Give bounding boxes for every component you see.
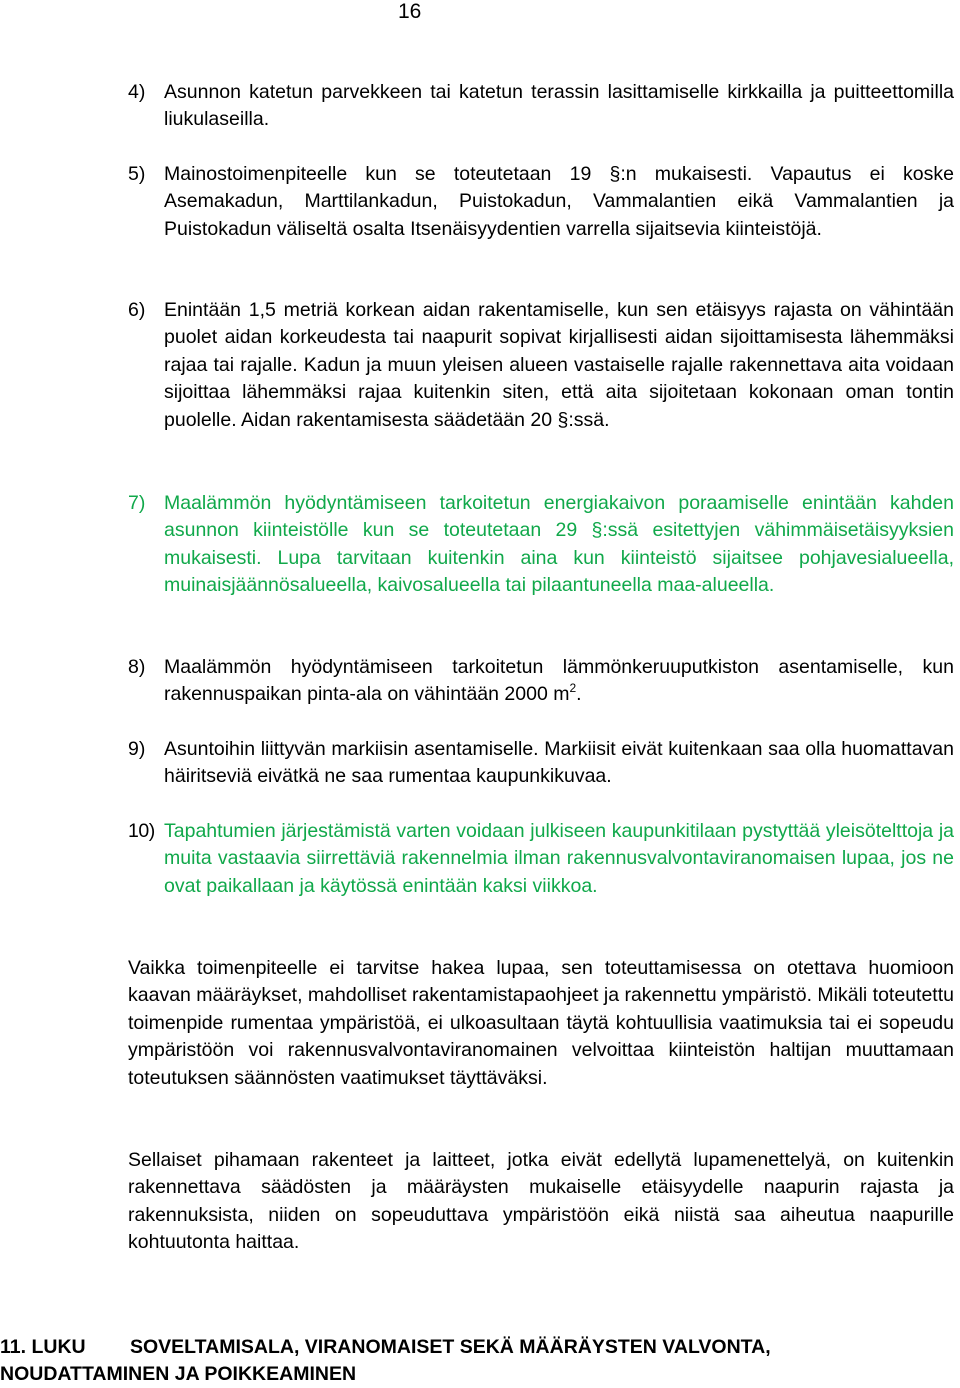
list-item-text: Mainostoimenpiteelle kun se toteutetaan 19 §:n mukaisesti. Vapautus ei koske Asemakadun, Marttilankadun, Puistokadun, Vammalantien eikä Vammalantien ja Puistokadun väliseltä osalta Itsenäisyydentien varrella sijaitsevia kiinteistöjä. (164, 163, 954, 240)
list-item-text: Asunnon katetun parvekkeen tai katetun terassin lasittamiselle kirkkailla ja puitteettomilla liukulaseilla. (164, 81, 954, 131)
chapter-label: 11. LUKU (0, 1336, 86, 1358)
list-item-8 (128, 654, 954, 709)
list-item-number: 8) (128, 656, 146, 678)
chapter-title-line1: SOVELTAMISALA, VIRANOMAISET SEKÄ MÄÄRÄYSTEN VALVONTA, (130, 1336, 771, 1358)
list-item-9 (128, 736, 954, 791)
list-item-number: 9) (128, 738, 146, 760)
list-item-text: Asuntoihin liittyvän markiisin asentamiselle. Markiisit eivät kuitenkaan saa olla huomattavan häiritseviä eivätkä ne saa rumentaa kaupunkikuvaa. (164, 738, 954, 788)
list-item-number: 5) (128, 163, 146, 185)
list-item-text: Enintään 1,5 metriä korkean aidan rakentamiselle, kun sen etäisyys rajasta on vähintään puolet aidan korkeudesta tai naapurit sopivat kirjallisesti aidan sijoittamisesta lähemmäksi rajaa tai rajalle. Kadun ja muun yleisen alueen vastaiselle rajalle rakennettava aita voidaan sijoittaa lähemmäksi rajaa kuitenkin siten, että aita sijoitetaan kokonaan oman tontin puolelle. Aidan rakentamisesta säädetään 20 §:ssä. (164, 299, 954, 431)
paragraph-yard-structures: Sellaiset pihamaan rakenteet ja laitteet, jotka eivät edellytä lupamenettelyä, on kuitenkin rakennettava säädösten ja määräysten mukaiselle etäisyydelle naapurin rajasta ja rakennuksista, niiden on sopeuduttava ympäristöön eikä niistä saa aiheutua naapurille kohtuutonta haittaa. (128, 1149, 954, 1254)
paragraph-requirements: Vaikka toimenpiteelle ei tarvitse hakea lupaa, sen toteuttamisessa on otettava huomioon kaavan määräykset, mahdolliset rakentamistapaohjeet ja rakennettu ympäristö. Mikäli toteutettu toimenpide rumentaa ympäristöä, ei ulkoasultaan täytä kohtuullisia vaatimuksia tai ei sopeudu ympäristöön voi rakennusvalvontaviranomainen velvoittaa kiinteistön haltijan muuttamaan toteutuksen säännösten vaatimukset täyttäväksi. (128, 957, 954, 1089)
page-number: 16 (398, 0, 422, 23)
chapter-heading (0, 1334, 960, 1388)
list-item-text (164, 654, 954, 709)
list-item-text: Maalämmön hyödyntämiseen tarkoitetun energiakaivon poraamiselle enintään kahden asunnon kiinteistölle kun se toteutetaan 29 §:ssä esitettyjen vähimmäisetäisyyksien mukaisesti. Lupa tarvitaan kuitenkin aina kun kiinteistö sijaitsee pohjavesialueella, muinaisjäännösalueella, kaivosalueella tai pilaantuneella maa-alueella. (164, 492, 954, 597)
superscript: 2 (569, 681, 577, 696)
chapter-title-line2: NOUDATTAMINEN JA POIKKEAMINEN (0, 1363, 357, 1385)
list-item-number: 6) (128, 299, 146, 321)
list-item-text: Tapahtumien järjestämistä varten voidaan julkiseen kaupunkitilaan pystyttää yleisötelttoja ja muita vastaavia siirrettäviä rakennelmia ilman rakennusvalvontaviranomaisen lupaa, jos ne ovat paikallaan ja käytössä enintään kaksi viikkoa. (164, 820, 954, 897)
list-item-6 (128, 297, 954, 434)
list-item-5 (128, 161, 954, 243)
list-item-number: 7) (128, 492, 146, 514)
list-item-number: 10) (128, 820, 155, 842)
list-item-text-main: Maalämmön hyödyntämiseen tarkoitetun lämmönkeruuputkiston asentamiselle, kun rakennuspaikan pinta-ala on vähintään 2000 m (164, 656, 954, 706)
list-item-10 (128, 818, 954, 900)
list-item-text-end: . (576, 683, 582, 706)
list-item-number: 4) (128, 81, 146, 103)
list-item-4 (128, 79, 954, 134)
list-item-7 (128, 490, 954, 600)
